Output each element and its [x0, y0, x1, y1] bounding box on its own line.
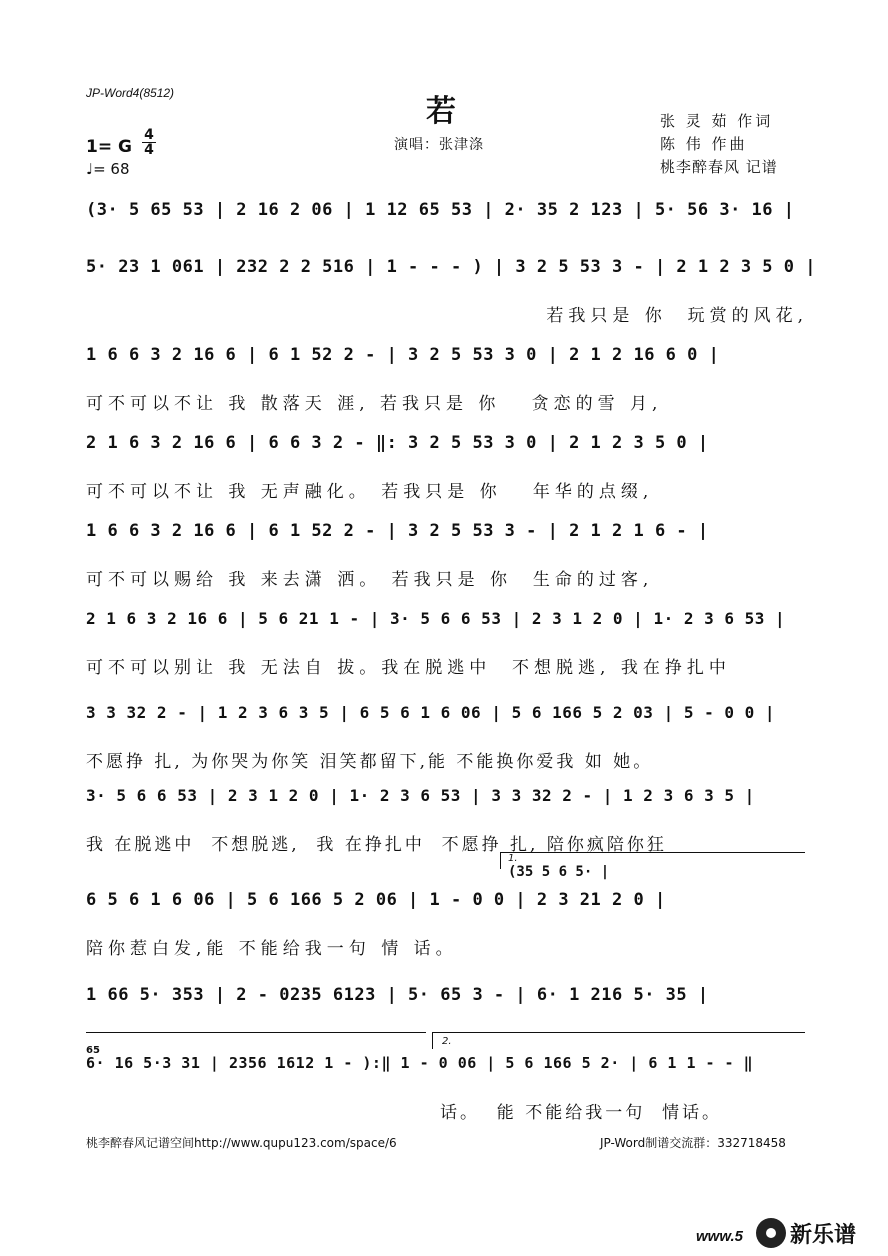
composer-credit: 陈 伟 作曲 — [660, 135, 748, 153]
singer-credit: 演唱：张津涤 — [394, 137, 484, 153]
logo-icon — [756, 1218, 786, 1248]
staff-notes: 6 5 6 1 6 06 | 5 6 166 5 2 06 | 1 - 0 0 | 2 3 21 2 0 | — [86, 890, 666, 910]
staff-notes: 6· 16 5·3 31 | 2356 1612 1 - ):‖ 1 - 0 06 | 5 6 166 5 2· | 6 1 1 - - ‖ — [86, 1054, 754, 1072]
staff-notes: 3 3 32 2 - | 1 2 3 6 3 5 | 6 5 6 1 6 06 | 5 6 166 5 2 03 | 5 - 0 0 | — [86, 703, 776, 722]
volta-1-label: 1. — [508, 853, 518, 864]
staff-lyrics: 话。 能 不能给我一句 情话。 — [440, 1103, 723, 1123]
tempo-value: = 68 — [93, 160, 130, 178]
staff-notes: (3· 5 65 53 | 2 16 2 06 | 1 12 65 53 | 2· 35 2 123 | 5· 56 3· 16 | — [86, 200, 795, 220]
staff-notes: 2 1 6 3 2 16 6 | 5 6 21 1 - | 3· 5 6 6 53 | 2 3 1 2 0 | 1· 2 3 6 53 | — [86, 609, 786, 628]
volta-ending-line — [86, 1032, 426, 1049]
time-signature — [142, 128, 156, 157]
staff-line-3 — [86, 345, 808, 425]
staff-line-6 — [86, 609, 808, 689]
lyricist-credit: 张 灵 茹 作词 — [660, 112, 774, 130]
staff-lyrics: 可不可以赐给 我 来去潇 洒。 若我只是 你 生命的过客, — [86, 570, 654, 590]
staff-line-11 — [86, 1054, 808, 1134]
time-top: 4 — [144, 127, 154, 143]
staff-lyrics: 若我只是 你 玩赏的风花, — [546, 306, 808, 326]
staff-lyrics: 可不可以不让 我 散落天 涯, 若我只是 你 贪恋的雪 月, — [86, 394, 663, 414]
software-label: JP-Word4(8512) — [86, 86, 175, 100]
volta-2-label: 2. — [442, 1036, 452, 1047]
staff-line-4 — [86, 433, 808, 513]
staff-line-10 — [86, 985, 808, 1065]
watermark-url: www.5 — [696, 1228, 743, 1245]
staff-lyrics: 不愿挣 扎, 为你哭为你笑 泪笑都留下,能 不能换你爱我 如 她。 — [86, 752, 654, 772]
transcriber-credit: 桃李醉春风 记谱 — [660, 158, 778, 176]
staff-line-9 — [86, 890, 808, 970]
watermark-brand: 新乐谱 — [790, 1223, 857, 1248]
staff-lyrics: 可不可以别让 我 无法自 拔。我在脱逃中 不想脱逃, 我在挣扎中 — [86, 658, 731, 678]
tempo-marking — [86, 160, 130, 178]
staff-notes: 1 6 6 3 2 16 6 | 6 1 52 2 - | 3 2 5 53 3 0 | 2 1 2 16 6 0 | — [86, 345, 720, 365]
key-signature: 1= G — [86, 137, 132, 157]
footer-right: JP-Word制谱交流群：332718458 — [600, 1136, 786, 1150]
staff-lyrics: 我 在脱逃中 不想脱逃, 我 在挣扎中 不愿挣 扎, 陪你疯陪你狂 — [86, 835, 667, 855]
staff-notes: 1 66 5· 353 | 2 - 0235 6123 | 5· 65 3 - | 6· 1 216 5· 35 | — [86, 985, 709, 1005]
staff-notes: 3· 5 6 6 53 | 2 3 1 2 0 | 1· 2 3 6 53 | 3 3 32 2 - | 1 2 3 6 3 5 | — [86, 786, 755, 805]
staff-lyrics: 可不可以不让 我 无声融化。 若我只是 你 年华的点缀, — [86, 482, 654, 502]
grace-notes: 65 — [86, 1045, 100, 1056]
staff-notes: 2 1 6 3 2 16 6 | 6 6 3 2 - ‖: 3 2 5 53 3 0 | 2 1 2 3 5 0 | — [86, 433, 709, 453]
volta-1-notes: (35 5 6 5· | — [508, 864, 610, 880]
staff-line-5 — [86, 521, 808, 601]
staff-line-2 — [86, 257, 816, 337]
volta-2-bracket — [432, 1032, 805, 1049]
footer-left: 桃李醉春风记谱空间http://www.qupu123.com/space/6 — [86, 1136, 397, 1150]
staff-line-7 — [86, 703, 808, 783]
staff-notes: 5· 23 1 061 | 232 2 2 516 | 1 - - - ) | 3 2 5 53 3 - | 2 1 2 3 5 0 | — [86, 257, 816, 277]
quarter-note-icon: ♩ — [86, 160, 94, 178]
staff-lyrics: 陪你惹白发,能 不能给我一句 情 话。 — [86, 939, 458, 959]
time-bottom: 4 — [142, 142, 156, 157]
staff-notes: 1 6 6 3 2 16 6 | 6 1 52 2 - | 3 2 5 53 3 - | 2 1 2 1 6 - | — [86, 521, 709, 541]
song-title: 若 — [426, 94, 456, 129]
